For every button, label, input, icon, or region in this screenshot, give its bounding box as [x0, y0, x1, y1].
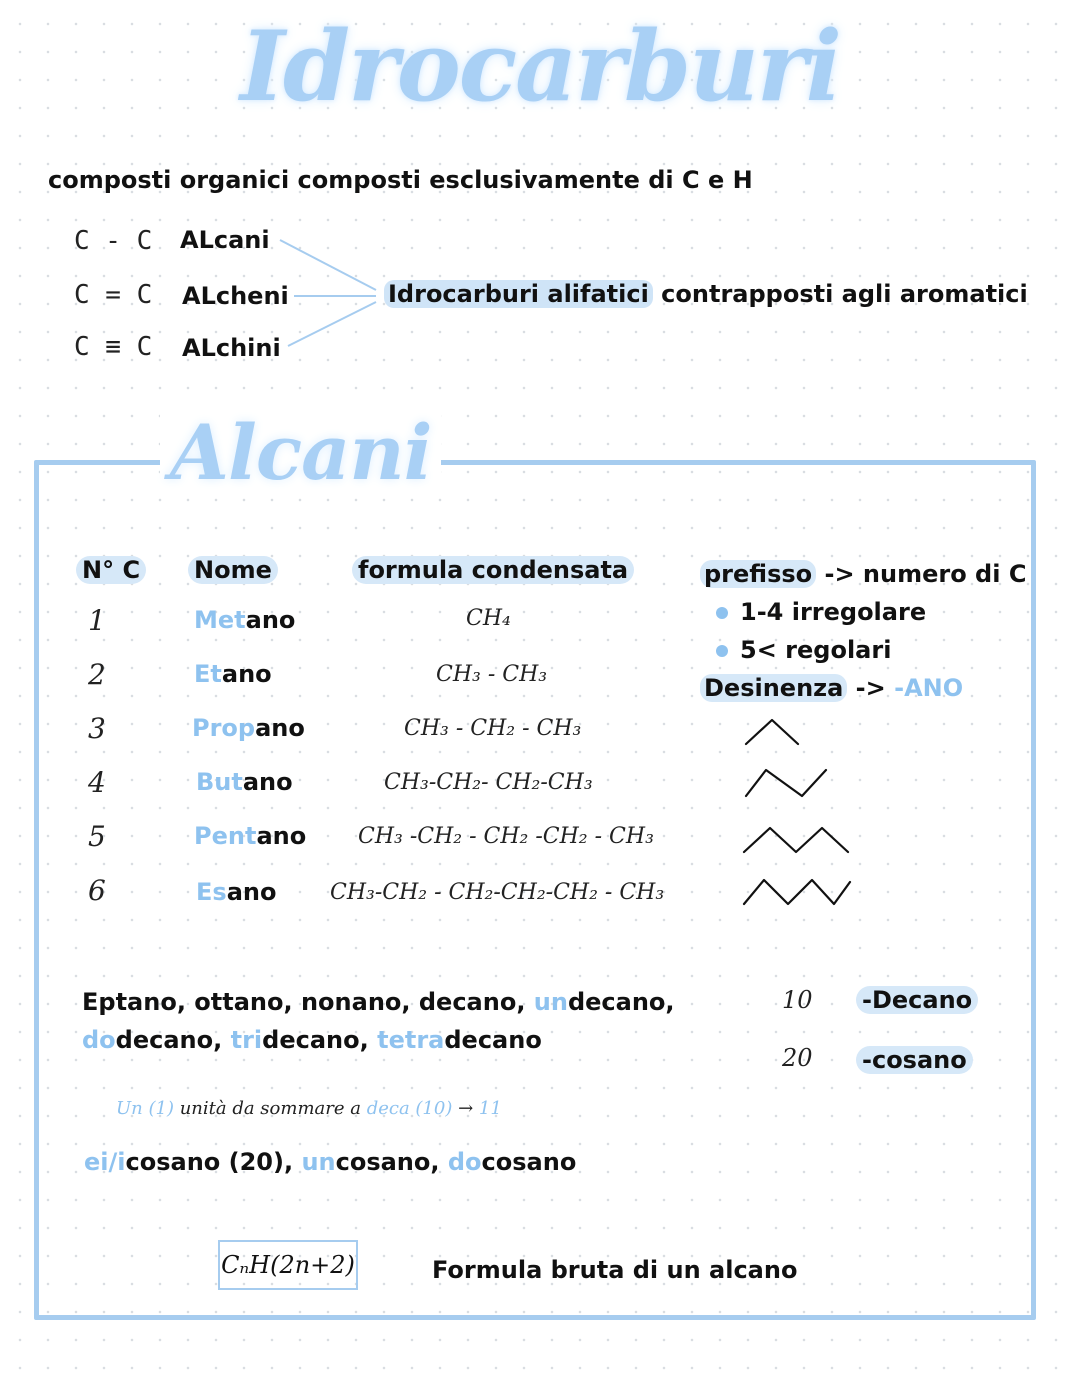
prefix-bullet-regular: 5< regolari: [716, 636, 891, 664]
prefix-rule: prefisso -> numero di C: [700, 560, 1026, 588]
skeletal-formulas: [730, 706, 870, 916]
bullet-dot-icon: [716, 607, 728, 619]
alkane-name: Etano: [194, 660, 272, 688]
skeletal-propane-icon: [746, 720, 798, 744]
bullet-dot-icon: [716, 645, 728, 657]
general-formula-box: CₙH(2n+2): [218, 1240, 358, 1290]
aliphatic-note: [384, 280, 1028, 308]
bond-connector-lines: [0, 0, 1080, 400]
family-alcheni: ALcheni: [182, 282, 289, 310]
condensed-formula: CH₃ -CH₂ - CH₂ -CH₂ - CH₃: [358, 824, 654, 849]
alkane-name: Esano: [196, 878, 277, 906]
condensed-formula: CH₃ - CH₂ - CH₃: [404, 716, 582, 741]
suffix-cosano: -cosano: [856, 1046, 973, 1074]
row-number: 3: [88, 712, 106, 745]
more-alkanes-line1: Eptano, ottano, nonano, decano, undecano,: [82, 988, 675, 1016]
condensed-formula: CH₄: [466, 606, 511, 631]
page-title: Idrocarburi: [240, 10, 840, 123]
suffix-decano: -Decano: [856, 986, 978, 1014]
section-title-alcani: Alcani: [160, 408, 441, 497]
row-number: 5: [88, 820, 106, 853]
suffix-number-10: 10: [782, 986, 813, 1014]
prefix-bullet-irregular: 1-4 irregolare: [716, 598, 926, 626]
row-number: 4: [88, 766, 106, 799]
header-n-carbon: N° C: [76, 556, 146, 584]
family-alchini: ALchini: [182, 334, 281, 362]
skeletal-pentane-icon: [744, 828, 848, 852]
header-formula: formula condensata: [352, 556, 634, 584]
family-alcani: ALcani: [180, 226, 270, 254]
bond-single: C - C: [74, 226, 153, 256]
row-number: 2: [88, 658, 106, 691]
more-alkanes-line2: dodecano, tridecano, tetradecano: [82, 1026, 542, 1054]
bond-triple: C ≡ C: [74, 332, 153, 362]
condensed-formula: CH₃-CH₂- CH₂-CH₃: [384, 770, 593, 795]
aliphatic-highlight: Idrocarburi alifatici: [384, 280, 653, 308]
skeletal-butane-icon: [746, 770, 826, 796]
row-number: 6: [88, 874, 106, 907]
condensed-formula: CH₃ - CH₃: [436, 662, 548, 687]
unit-sum-note: Un (1) unità da sommare a deca (10) → 11: [116, 1098, 502, 1119]
condensed-formula: CH₃-CH₂ - CH₂-CH₂-CH₂ - CH₃: [330, 880, 665, 905]
icosano-line: ei/icosano (20), uncosano, docosano: [84, 1148, 577, 1176]
intro-text: composti organici composti esclusivamente di C e H: [48, 166, 753, 194]
alkane-name: Propano: [192, 714, 305, 742]
row-number: 1: [88, 604, 106, 637]
suffix-rule: Desinenza -> -ANO: [700, 674, 963, 702]
suffix-number-20: 20: [782, 1044, 813, 1072]
aliphatic-rest: contrapposti agli aromatici: [652, 280, 1028, 308]
alkane-name: Metano: [194, 606, 296, 634]
skeletal-hexane-icon: [744, 880, 850, 904]
alkane-name: Butano: [196, 768, 293, 796]
bond-double: C = C: [74, 280, 153, 310]
general-formula-caption: Formula bruta di un alcano: [432, 1256, 798, 1284]
alkane-name: Pentano: [194, 822, 307, 850]
header-name: Nome: [188, 556, 278, 584]
